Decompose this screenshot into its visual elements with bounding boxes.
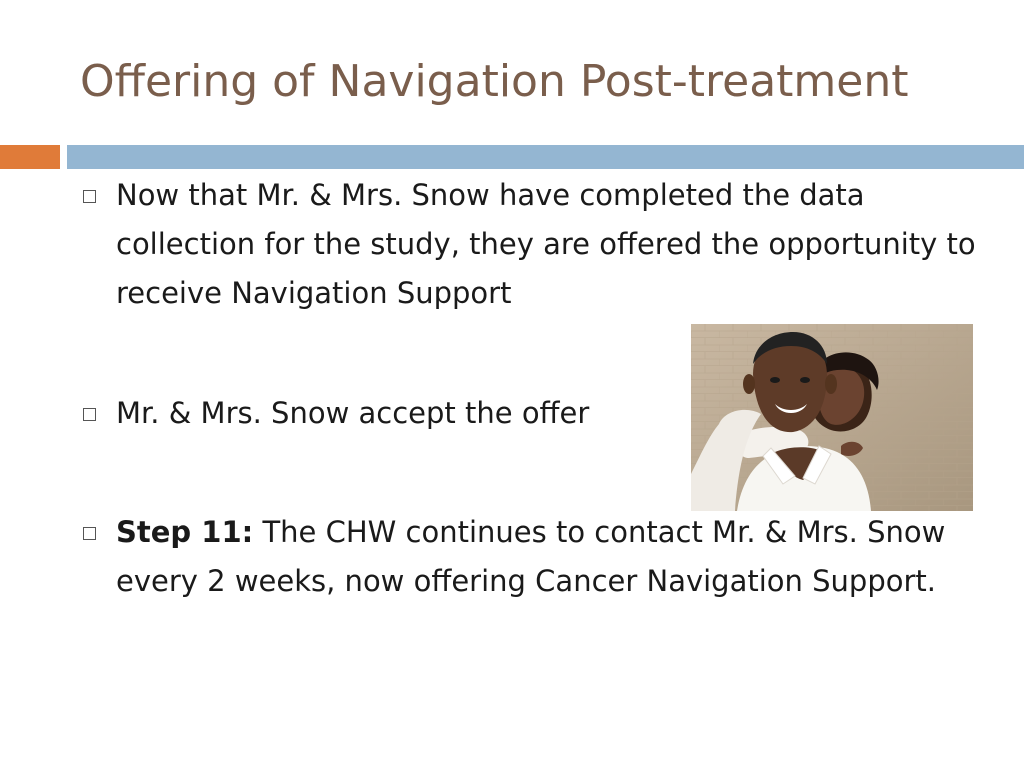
step-description: The CHW continues to contact Mr. & Mrs. Snow every 2 weeks, now offering Cancer Navigation Support. — [116, 515, 946, 598]
step-label: Step 11: — [116, 515, 254, 549]
accent-bar-orange — [0, 145, 60, 169]
square-bullet-icon — [83, 408, 96, 421]
square-bullet-icon — [83, 190, 96, 203]
bullet-text: Now that Mr. & Mrs. Snow have completed the data collection for the study, they are offered the opportunity to receive Navigation Support — [116, 178, 976, 310]
accent-bar-blue — [67, 145, 1024, 169]
square-bullet-icon — [83, 527, 96, 540]
slide-title: Offering of Navigation Post-treatment — [80, 56, 909, 107]
bullet-text: Mr. & Mrs. Snow accept the offer — [116, 396, 590, 430]
couple-photo — [691, 324, 973, 511]
bullet-text — [116, 508, 976, 606]
